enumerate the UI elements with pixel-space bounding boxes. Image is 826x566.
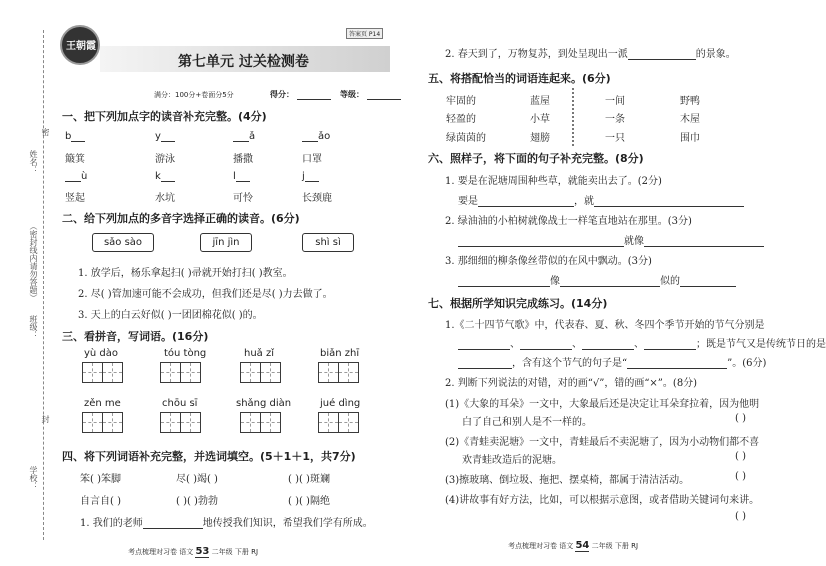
s7-judge-1a: (1)《大象的耳朵》一文中，大象最后还是决定让耳朵耷拉着，因为他明 [445,399,760,410]
s1-word-5: 竖起 [65,193,85,204]
seal-mark: 密 [41,128,50,136]
s4-title: 四、将下列词语补充完整，并选词填空。(5＋1＋1，共7分) [62,450,356,463]
logo-badge [60,25,100,65]
s1-py-3: ǎ [233,130,255,142]
s1-word-1: 簸箕 [65,154,85,165]
footer-right: 考点梳理对习卷 语文 54 二年级 下册 RJ [508,540,639,551]
s5-col3-2: 一条 [605,114,625,125]
class-label: 班级： [29,315,38,339]
judge-paren-1[interactable]: ( ) [735,413,746,424]
s2-line-3: 3. 天上的白云好似( )一团团棉花似( )的。 [78,310,263,321]
s7-q1-line1: 1.《二十四节气歌》中，代表春、夏、秋、冬四个季节开始的节气分别是 [445,320,765,331]
s4-q1: 1. 我们的老师 地传授我们知识，希望我们学有所成。 [80,518,373,529]
score-label: 得分： [270,90,294,99]
s4-idiom-5: ( )( )勃勃 [176,496,218,507]
s5-col2-2: 小草 [530,114,550,125]
s1-py-7: l [233,170,250,182]
judge-paren-3[interactable]: ( ) [735,471,746,482]
s3-py-5: zěn me [84,398,121,409]
s6-q2: 2. 绿油油的小柏树就像战士一样笔直地站在那里。(3分) [445,216,692,227]
grade-blank[interactable] [367,88,401,100]
s3-grid-2[interactable] [160,362,201,383]
s3-grid-3[interactable] [240,362,281,383]
grade-label: 等级： [340,90,364,99]
s7-q2: 2. 判断下列说法的对错，对的画“√”，错的画“×”。(8分) [445,378,698,389]
s4-idiom-1: 笨( )笨脚 [80,474,121,485]
s6-q1: 1. 要是在泥塘周围种些草，就能卖出去了。(2分) [445,176,662,187]
judge-paren-4[interactable]: ( ) [735,511,746,522]
s1-word-2: 游泳 [155,154,175,165]
s3-py-1: yù dào [84,348,119,359]
s1-py-6: k [155,170,175,182]
score-blank[interactable] [297,88,331,100]
answer-tag: 答案页 P14 [346,28,383,39]
s7-q1-line3: ，含有这个节气的句子是“ ”。(6分) [458,354,766,369]
s1-py-5: ù [65,170,87,182]
s6-q3-answer: 像 似的 [458,272,736,287]
s5-col3-1: 一间 [605,96,625,107]
binding-dash-line [43,30,44,540]
s5-col2-1: 蓝屋 [530,96,550,107]
s1-py-2: y [155,130,175,142]
s3-py-4: biǎn zhī [320,348,360,359]
s4-idiom-2: 尽( )竭( ) [176,474,218,485]
s6-q3: 3. 那细细的柳条像丝带似的在风中飘动。(3分) [445,256,652,267]
s7-judge-2b: 欢青蛙改造后的泥塘。 [462,455,562,466]
s1-word-6: 水坑 [155,193,175,204]
s3-py-2: tóu tòng [164,348,207,359]
s4-idiom-4: 自言自( ) [80,496,121,507]
s1-py-4: ǎo [302,130,330,142]
logo-text: 王朝霞 [66,41,96,52]
s7-title: 七、根据所学知识完成练习。(14分) [428,297,608,310]
s2-line-2: 2. 尽( )管加速可能不会成功，但我们还是尽( )力去做了。 [78,289,333,300]
s7-judge-4: (4)讲故事有好方法，比如，可以根据示意图，或者借助关键词句来讲。 [445,495,760,506]
s3-py-7: shǎng diàn [236,398,292,409]
s5-col2-3: 翅膀 [530,133,550,144]
s3-grid-4[interactable] [318,362,359,383]
s1-py-8: j [302,170,319,182]
s2-pinyin-box-3: shì sì [302,233,354,252]
s5-col4-1: 野鸭 [680,96,700,107]
s2-pinyin-box-2: jīn jìn [200,233,252,252]
s2-pinyin-box-1: sǎo sào [92,233,154,252]
page-title: 第七单元 过关检测卷 [178,54,309,70]
seal-note: （密封线内请勿答题） [29,222,38,302]
s4-idiom-3: ( )( )斑斓 [288,474,330,485]
s6-title: 六、照样子，将下面的句子补充完整。(8分) [428,152,644,165]
s5-connector-1 [572,88,582,146]
s3-grid-6[interactable] [160,412,201,433]
s2-title: 二、给下列加点的多音字选择正确的读音。(6分) [62,212,300,225]
s3-py-6: chōu sī [162,398,198,409]
s7-judge-2a: (2)《青蛙卖泥塘》一文中，青蛙最后不卖泥塘了，因为小动物们都不喜 [445,437,760,448]
seal-mark-2: 封 [41,415,50,423]
s1-word-8: 长颈鹿 [302,193,332,204]
s1-word-3: 播撒 [233,154,253,165]
s3-grid-8[interactable] [318,412,359,433]
s2-line-1: 1. 放学后，杨乐拿起扫( )帚就开始打扫( )教室。 [78,268,293,279]
s5-col1-1: 牢固的 [446,96,476,107]
s3-py-8: jué dìng [320,398,361,409]
s7-judge-3: (3)擦玻璃、倒垃圾、拖把、摆桌椅，都属于清洁活动。 [445,475,690,486]
s6-q1-answer: 要是 ，就 [458,192,744,207]
s5-col4-2: 木屋 [680,114,700,125]
s3-title: 三、看拼音，写词语。(16分) [62,330,209,343]
footer-left: 考点梳理对习卷 语文 53 二年级 下册 RJ [128,546,259,557]
s1-word-7: 可怜 [233,193,253,204]
s3-py-3: huǎ zǐ [244,348,275,359]
school-label: 学校： [29,466,38,490]
s1-title: 一、把下列加点字的读音补充完整。(4分) [62,110,267,123]
judge-paren-2[interactable]: ( ) [735,451,746,462]
s5-title: 五、将搭配恰当的词语连起来。(6分) [428,72,611,85]
s7-judge-1b: 白了自己和别人是不一样的。 [462,417,592,428]
s4-idiom-6: ( )( )隔绝 [288,496,330,507]
score-note: 满分：100分+卷面分5分 [154,91,234,99]
s7-q1-line2: 、 、 、 ；既是节气又是传统节日的是 [458,335,826,350]
s5-col4-3: 围巾 [680,133,700,144]
name-label: 姓名： [29,150,38,174]
s6-q2-answer: 就像 [458,232,764,247]
s4-q2: 2. 春天到了，万物复苏，到处呈现出一派 的景象。 [445,49,736,60]
s5-col3-3: 一只 [605,133,625,144]
s1-word-4: 口罩 [302,154,322,165]
s1-py-1: b [65,130,85,142]
s3-grid-1[interactable] [82,362,123,383]
s5-col1-3: 绿茵茵的 [446,133,486,144]
s3-grid-5[interactable] [82,412,123,433]
s3-grid-7[interactable] [240,412,281,433]
s5-col1-2: 轻盈的 [446,114,476,125]
